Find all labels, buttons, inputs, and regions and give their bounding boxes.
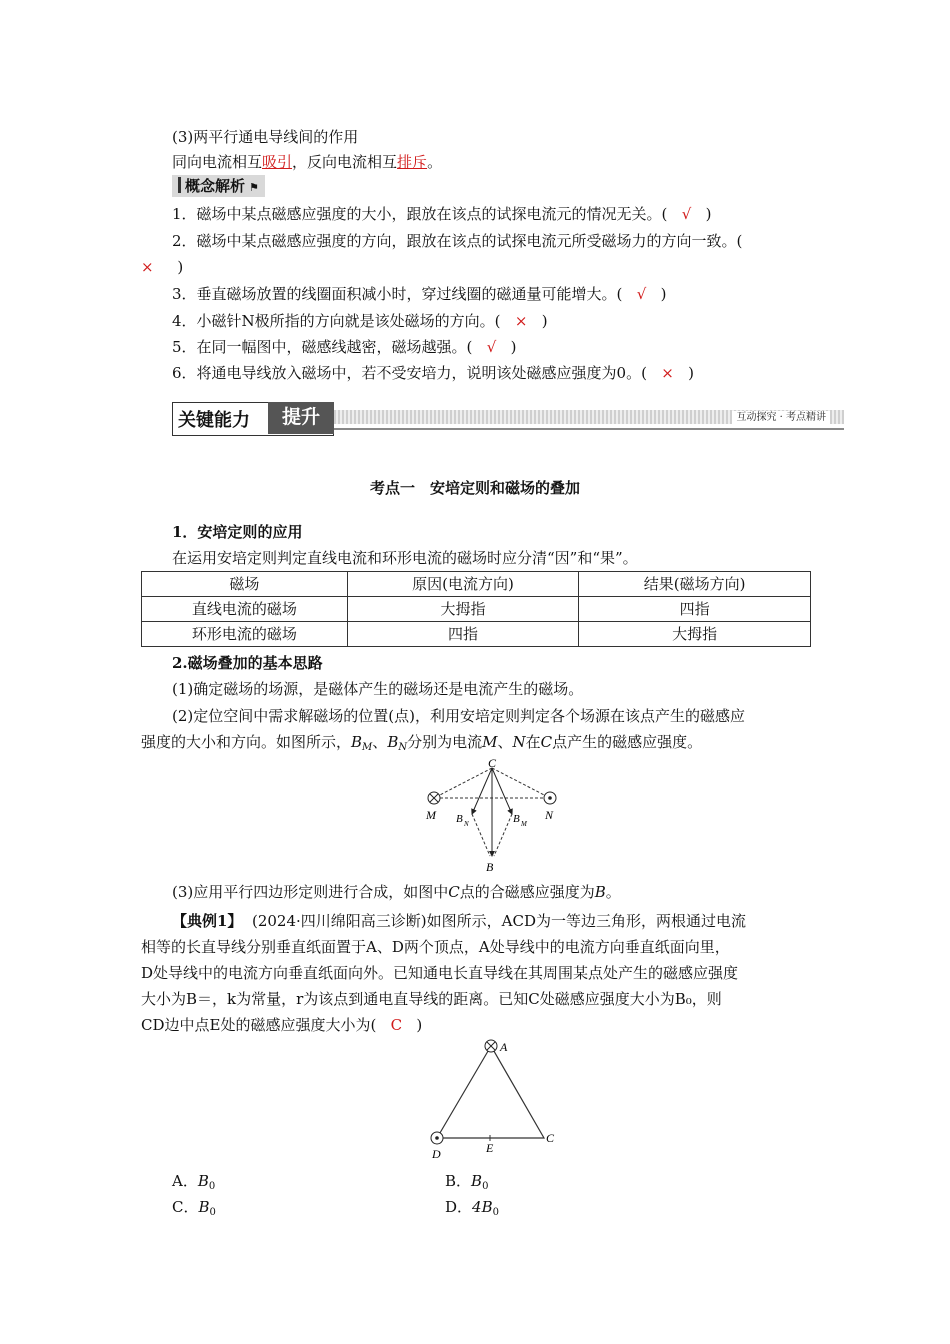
section-banner [172, 402, 844, 434]
field-superposition-figure [420, 756, 570, 876]
option-d[interactable] [445, 1196, 499, 1218]
judgment-1 [172, 203, 711, 225]
subscript: 0 [482, 1181, 489, 1192]
judgment-4 [172, 310, 548, 332]
paren-close: ) [416, 1016, 423, 1034]
table-cell: 大拇指 [579, 622, 811, 647]
flag-icon: ⚑ [249, 181, 259, 194]
check-mark: √ [681, 205, 692, 223]
option-value: 4B [472, 1198, 493, 1216]
option-c[interactable] [172, 1196, 216, 1218]
sub2-heading: 2.磁场叠加的基本思路 [172, 654, 323, 672]
vector-bm [492, 768, 512, 814]
option-a[interactable] [172, 1170, 215, 1192]
text: 点产生的磁感应强度。 [552, 733, 703, 751]
banner-underline [334, 428, 844, 430]
subscript: 0 [209, 1207, 216, 1218]
label-e: E [486, 1141, 494, 1155]
current-out-of-page-icon [431, 1132, 443, 1144]
answer-repel: 排斥 [397, 153, 428, 171]
paren-close: ) [660, 285, 667, 303]
judgment-6 [172, 362, 694, 384]
example-text: CD边中点E处的磁感应强度大小为( [141, 1016, 377, 1034]
example-line-1 [172, 910, 746, 932]
label-bm-sub: M [521, 820, 527, 828]
banner-highlight: 提升 [268, 402, 334, 434]
text: 分别为电流 [407, 733, 483, 751]
cross-mark: × [514, 312, 528, 330]
table-row [142, 597, 811, 622]
sub2-p2-line1: (2)定位空间中需求解磁场的位置(点)，利用安培定则判定各个场源在该点产生的磁感应 [172, 707, 745, 725]
table-cell: 大拇指 [347, 597, 579, 622]
judgment-text: 3．垂直磁场放置的线圈面积减小时，穿过线圈的磁通量可能增大。( [172, 285, 623, 303]
concept-tag [172, 175, 265, 197]
text: 。 [605, 883, 621, 901]
judgment-text: 2．磁场中某点磁感应强度的方向，跟放在该点的试探电流元所受磁场力的方向一致。( [172, 232, 743, 250]
dashed-cm [434, 768, 492, 798]
paren-close: ) [510, 338, 517, 356]
table-cell: 四指 [347, 622, 579, 647]
symbol-b: B [387, 733, 399, 751]
subscript: M [362, 742, 373, 753]
judgment-text: 6．将通电导线放入磁场中，若不受安培力，说明该处磁感应强度为0。( [172, 364, 647, 382]
current-into-page-icon [428, 792, 440, 804]
subscript: 0 [208, 1181, 216, 1192]
example-line-2: 相等的长直导线分别垂直纸面置于A、D两个顶点，A处导线中的电流方向垂直纸面向里， [141, 938, 730, 956]
sub1-text: 在运用安培定则判定直线电流和环形电流的磁场时应分清“因”和“果”。 [172, 549, 638, 567]
table-header: 结果(磁场方向) [579, 572, 811, 597]
symbol-n: N [512, 733, 526, 751]
example-text: 如图所示，ACD为一等边三角形，两根通过电流 [426, 912, 746, 930]
example-line-5 [141, 1014, 422, 1036]
option-label: A． [172, 1172, 198, 1190]
text: (3)应用平行四边形定则进行合成，如图中 [172, 883, 449, 901]
label-c: C [488, 756, 497, 770]
label-m: M [426, 808, 436, 822]
symbol-c: C [448, 883, 460, 901]
example-line-4: 大小为B＝，k为常量，r为该点到通电直导线的距离。已知C处磁感应强度大小为B₀，则 [141, 990, 722, 1008]
label-c: C [546, 1131, 555, 1145]
symbol-c: C [540, 733, 553, 751]
check-mark: √ [486, 338, 497, 356]
symbol-m: M [482, 733, 498, 751]
ampere-rule-table [141, 571, 811, 647]
sub2-p2-line2 [141, 731, 702, 753]
option-b[interactable] [445, 1170, 488, 1192]
option-label: B． [445, 1172, 472, 1190]
label-n: N [545, 808, 554, 822]
text: 强度的大小和方向。如图所示， [141, 733, 352, 751]
dashed-bm-b [494, 814, 512, 856]
example-line-3: D处导线中的电流方向垂直纸面向外。已知通电长直导线在其周围某点处产生的磁感应强度 [141, 964, 739, 982]
judgment-3 [172, 283, 666, 305]
table-cell: 环形电流的磁场 [142, 622, 348, 647]
triangle-acd [437, 1046, 544, 1138]
text: 、 [497, 733, 513, 751]
option-value: B [197, 1172, 209, 1190]
table-header-row [142, 572, 811, 597]
judgment-2-cont [141, 256, 183, 278]
vector-bn [472, 768, 492, 814]
label-bn: B [456, 813, 463, 825]
table-header: 原因(电流方向) [347, 572, 579, 597]
symbol-b: B [594, 883, 606, 901]
text-a: 同向电流相互 [172, 153, 263, 171]
table-cell: 直线电流的磁场 [142, 597, 348, 622]
text: 点的合磁感应强度为 [459, 883, 595, 901]
example-tag: 【典例1】 [172, 912, 243, 930]
option-label: D． [445, 1198, 473, 1216]
cross-mark: × [141, 258, 154, 276]
text-b: ，反向电流相互 [292, 153, 398, 171]
text-c: 。 [427, 153, 443, 171]
example-source: (2024·四川绵阳高三诊断) [251, 912, 427, 930]
sub2-p1: (1)确定磁场的场源，是磁体产生的磁场还是电流产生的磁场。 [172, 680, 584, 698]
judgment-2 [172, 230, 742, 252]
label-a: A [500, 1040, 508, 1054]
answer-attract: 吸引 [262, 153, 293, 171]
text: 、 [372, 733, 388, 751]
paren-close: ) [177, 258, 184, 276]
paren-close: ) [688, 364, 695, 382]
judgment-text: 1．磁场中某点磁感应强度的大小，跟放在该点的试探电流元的情况无关。( [172, 205, 668, 223]
triangle-figure [420, 1036, 570, 1166]
label-bn-sub: N [464, 820, 469, 828]
judgment-5 [172, 336, 516, 358]
tag-bar [178, 177, 181, 193]
sub1-heading: 1．安培定则的应用 [172, 523, 303, 541]
section3-title: (3)两平行通电导线间的作用 [172, 128, 359, 146]
section3-text [172, 151, 442, 173]
table-header: 磁场 [142, 572, 348, 597]
paren-close: ) [541, 312, 548, 330]
topic-title: 考点一 安培定则和磁场的叠加 [369, 479, 580, 497]
subscript: N [398, 742, 408, 753]
table-row [142, 622, 811, 647]
paren-close: ) [705, 205, 712, 223]
current-into-page-icon [485, 1040, 497, 1052]
banner-tagline: 互动探究 · 考点精讲 [732, 411, 830, 424]
example-answer: C [390, 1016, 403, 1034]
banner-title: 关键能力 [178, 410, 250, 431]
text: 在 [525, 733, 541, 751]
label-b: B [486, 860, 494, 874]
cross-mark: × [661, 364, 674, 382]
subscript: 0 [492, 1207, 499, 1218]
current-out-of-page-icon [544, 792, 556, 804]
symbol-b: B [351, 733, 363, 751]
dashed-bn-b [472, 814, 490, 856]
judgment-text: 4．小磁针N极所指的方向就是该处磁场的方向。( [172, 312, 501, 330]
option-label: C． [172, 1198, 199, 1216]
check-mark: √ [636, 285, 647, 303]
option-value: B [198, 1198, 210, 1216]
judgment-text: 5．在同一幅图中，磁感线越密，磁场越强。( [172, 338, 473, 356]
label-bm: B [513, 813, 520, 825]
label-d: D [432, 1147, 441, 1161]
table-cell: 四指 [579, 597, 811, 622]
dashed-cn [492, 768, 550, 798]
option-value: B [471, 1172, 483, 1190]
sub2-p3 [172, 881, 621, 903]
concept-tag-label: 概念解析 [185, 177, 246, 195]
